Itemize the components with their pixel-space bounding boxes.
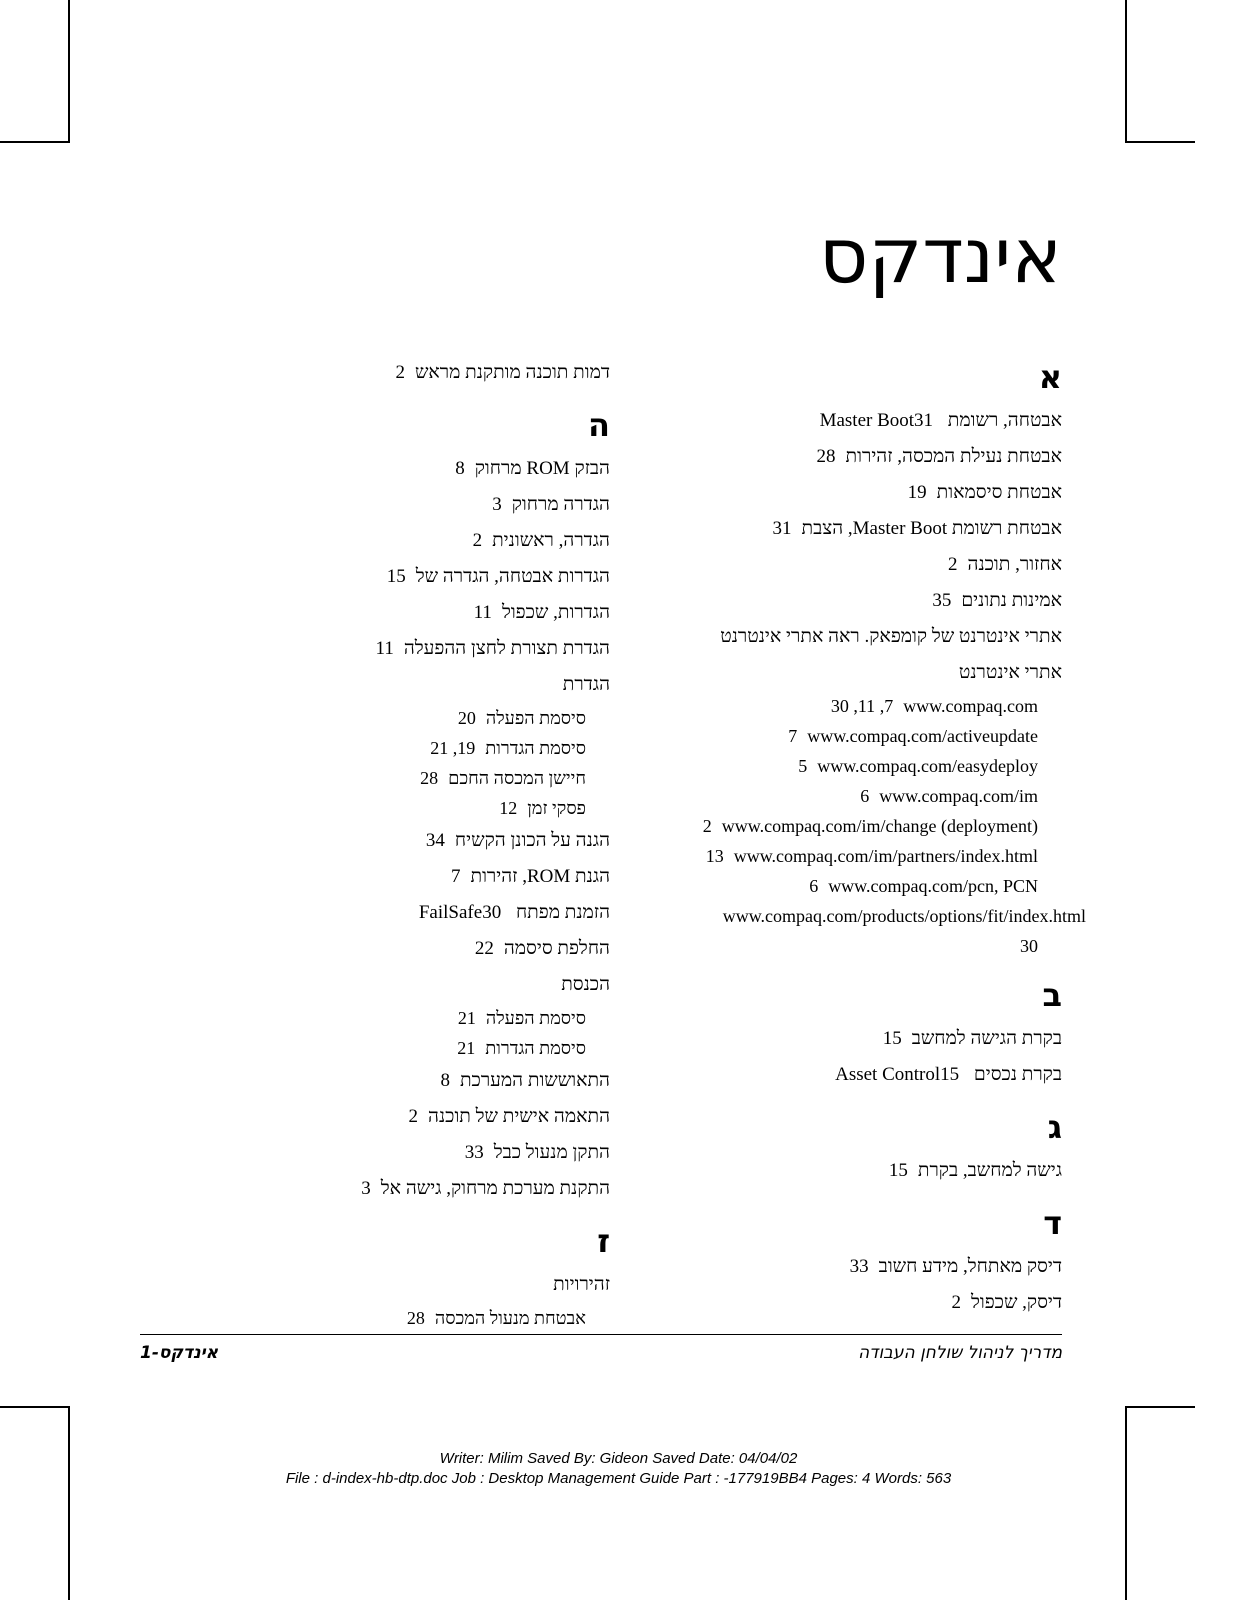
index-entry: הגדרת תצורת לחצן ההפעלה11 (375, 638, 610, 659)
index-entry: הגדרות אבטחה, הגדרה של15 (386, 566, 610, 587)
footer-running-title: מדריך לניהול שולחן העבודה (858, 1343, 1062, 1363)
document-meta-line-2: File : d-index-hb-dtp.doc Job : Desktop Management Guide Part : -177919BB4 Pages: 4 Words: 563 (285, 1470, 952, 1487)
index-entry: הכנסת (561, 974, 610, 995)
crop-mark (68, 0, 70, 142)
index-subentry: www.compaq.com/im6 (860, 786, 1038, 806)
index-entry: אבטחת רשומת Master Boot, הצבת31 (772, 518, 1062, 539)
index-subentry: www.compaq.com/easydeploy5 (798, 756, 1038, 776)
index-entry: אבטחת סיסמאות19 (907, 482, 1062, 503)
crop-mark (0, 1406, 70, 1408)
index-entry: אבטחה, רשומת Master Boot31 (819, 410, 1062, 431)
index-entry: הגנה על הכונן הקשיח34 (425, 830, 610, 851)
crop-mark (0, 141, 70, 143)
index-entry: הגדרת (562, 674, 610, 695)
index-entry: אבטחת נעילת המכסה, זהירות28 (816, 446, 1062, 467)
index-entry: הגדרות, שכפול11 (473, 602, 610, 623)
index-entry: בקרת נכסים Asset Control15 (835, 1064, 1062, 1085)
index-entry: הגנת ROM, זהירות7 (450, 866, 610, 887)
index-subentry: סיסמת הפעלה20 (457, 708, 586, 728)
index-column-right (632, 355, 1086, 1321)
index-subentry-page: 30 (1020, 936, 1038, 956)
index-entry: החלפת סיסמה22 (474, 938, 610, 959)
footer-rule (140, 1334, 1062, 1335)
index-entry: זהירויות (553, 1274, 610, 1295)
index-subentry: www.compaq.com/products/options/fit/index.html (722, 906, 1086, 926)
index-entry: דמות תוכנה מותקנת מראש2 (395, 362, 610, 383)
document-meta-line-1: Writer: Milim Saved By: Gideon Saved Date: 04/04/02 (439, 1450, 798, 1467)
crop-mark (1125, 1406, 1195, 1408)
section-letter: ב (1042, 976, 1062, 1014)
index-subentry: www.compaq.com/im/change (deployment)2 (702, 816, 1038, 836)
index-subentry: אבטחת מנעול המכסה28 (406, 1308, 586, 1328)
index-subentry: חיישן המכסה החכם28 (420, 768, 586, 788)
index-entry: התקן מנעול כבל33 (464, 1142, 610, 1163)
index-entry: דיסק מאתחל, מידע חשוב33 (849, 1256, 1062, 1277)
section-letter: ד (1043, 1204, 1062, 1242)
index-entry: התאמה אישית של תוכנה2 (408, 1106, 610, 1127)
index-entry: בקרת הגישה למחשב15 (882, 1028, 1062, 1049)
crop-mark (1125, 1406, 1127, 1600)
index-entry: הבזק ROM מרחוק8 (455, 458, 610, 479)
index-subentry: www.compaq.com/pcn, PCN6 (809, 876, 1038, 896)
index-entry: הגדרה מרחוק3 (492, 494, 610, 515)
crop-mark (1125, 0, 1127, 142)
index-subentry: www.compaq.com/activeupdate7 (788, 726, 1038, 746)
section-letter: ה (588, 406, 610, 444)
index-subentry: סיסמת הפעלה21 (457, 1008, 586, 1028)
page-title: אינדקס (819, 211, 1062, 300)
section-letter: ג (1047, 1108, 1062, 1146)
index-entry: אתרי אינטרנט של קומפאק. ראה אתרי אינטרנט (720, 626, 1062, 647)
index-entry: גישה למחשב, בקרת15 (888, 1160, 1062, 1181)
index-subentry: פסקי זמן12 (499, 798, 586, 818)
index-subentry: סיסמת הגדרות21 (457, 1038, 586, 1058)
index-entry: התאוששות המערכת8 (440, 1070, 610, 1091)
crop-mark (68, 1406, 70, 1600)
index-subentry: www.compaq.com7, 11, 30 (830, 696, 1038, 716)
index-entry: הזמנת מפתח FailSafe30 (418, 902, 610, 923)
index-entry: התקנת מערכת מרחוק, גישה אל3 (361, 1178, 610, 1199)
footer-page-number: אינדקס-1 (140, 1343, 219, 1363)
index-entry: דיסק, שכפול2 (951, 1292, 1062, 1313)
section-letter: ז (597, 1222, 610, 1260)
index-entry: אחזור, תוכנה2 (948, 554, 1062, 575)
index-subentry: www.compaq.com/im/partners/index.html13 (705, 846, 1038, 866)
index-entry: אמינות נתונים35 (932, 590, 1062, 611)
index-column-left (150, 355, 610, 1333)
section-letter: א (1038, 358, 1062, 396)
crop-mark (1125, 141, 1195, 143)
index-subentry: סיסמת הגדרות19, 21 (430, 738, 586, 758)
index-entry: אתרי אינטרנט (958, 662, 1062, 683)
index-entry: הגדרה, ראשונית2 (472, 530, 610, 551)
